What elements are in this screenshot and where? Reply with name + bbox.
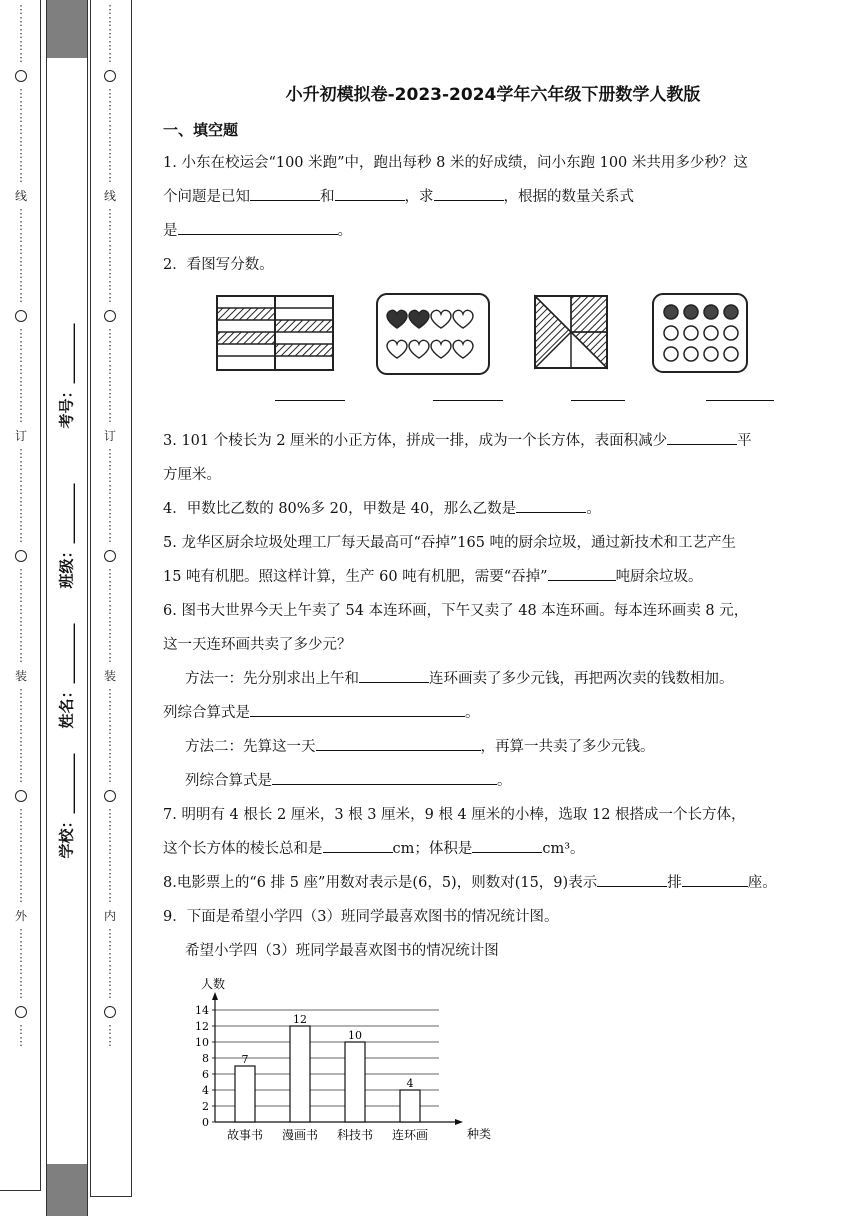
q6-text: 方法二：先算这一天: [185, 739, 316, 755]
y-tick-label: 12: [195, 1020, 209, 1033]
answer-blank[interactable]: [272, 766, 497, 785]
triangles-square-figure: [533, 294, 609, 370]
answer-blank[interactable]: [571, 400, 625, 401]
q8-text: 8.电影票上的“6 排 5 座”用数对表示是(6，5)，则数对(15，9)表示: [163, 875, 598, 891]
bar-value-label: 12: [293, 1013, 307, 1026]
binding-char-order: 订: [103, 429, 116, 443]
school-field[interactable]: 学校：________: [57, 753, 76, 859]
y-tick-label: 0: [202, 1116, 209, 1129]
q3-text: 平: [737, 433, 752, 449]
q5-text: 5. 龙华区厨余垃圾处理工厂每天最高可“吞掉”165 吨的厨余垃圾，通过新技术和工艺产生: [163, 535, 737, 551]
q2-text: 2．看图写分数。: [163, 257, 274, 273]
x-axis-title: 种类: [467, 1127, 492, 1141]
x-tick-label: 故事书: [226, 1128, 264, 1142]
bar-value-label: 7: [241, 1053, 249, 1066]
q4-text: 。: [586, 501, 601, 517]
circle-icon: [104, 550, 116, 562]
class-field[interactable]: 班级：________: [57, 483, 76, 589]
y-tick-label: 4: [202, 1084, 209, 1097]
y-tick-label: 8: [202, 1052, 209, 1065]
question-8: [163, 866, 793, 900]
q7-text: 这个长方体的棱长总和是: [163, 841, 323, 857]
bar: [235, 1066, 255, 1122]
q6-text: 列综合算式是: [185, 773, 272, 789]
q6-text: 连环画卖了多少元钱，再把两次卖的钱数相加。: [429, 671, 734, 687]
exam-content: [163, 80, 793, 1168]
circle-icon: [104, 70, 116, 82]
inner-dot-column: ⋮ ⋮ ⋮ ⋮ ⋮ ⋮ ⋮ ⋮ ⋮ ⋮ ⋮ ⋮ ⋮ 线 ⋮ ⋮ ⋮ ⋮ ⋮ ⋮ ⋮ ⋮ ⋮ ⋮ ⋮ ⋮ ⋮ ⋮ ⋮ ⋮ 订 ⋮ ⋮ ⋮ ⋮ ⋮ ⋮ ⋮ ⋮ ⋮ ⋮ ⋮ ⋮ ⋮ ⋮ ⋮ ⋮ 装 ⋮ ⋮ ⋮ ⋮ ⋮ ⋮ ⋮ ⋮ ⋮ ⋮ ⋮ ⋮ ⋮ ⋮ ⋮ ⋮ 内 ⋮ ⋮ ⋮ ⋮ ⋮ ⋮ ⋮ ⋮: [101, 0, 119, 1216]
answer-blank[interactable]: [275, 400, 345, 401]
bar-value-label: 4: [406, 1077, 414, 1090]
q1-text: ，根据的数量关系式: [503, 189, 634, 205]
fraction-figures: [163, 288, 793, 416]
q7-text: cm；体积是: [392, 841, 473, 857]
y-tick-label: 6: [202, 1068, 209, 1081]
binding-char-bind: 装: [103, 669, 116, 683]
question-5: [163, 526, 793, 594]
circle-icon: [15, 790, 27, 802]
q1-text: 是: [163, 223, 178, 239]
answer-blank[interactable]: [682, 868, 748, 887]
q6-text: 列综合算式是: [163, 705, 250, 721]
answer-blank[interactable]: [359, 664, 429, 683]
q1-line1: 1. 小东在校运会“100 米跑”中，跑出每秒 8 米的好成绩，问小东跑 100 米共用多少秒？这: [163, 155, 748, 171]
chart-caption: 希望小学四（3）班同学最喜欢图书的情况统计图: [185, 943, 499, 959]
y-axis-arrow: [212, 992, 218, 1000]
answer-blank[interactable]: [335, 182, 405, 201]
circle-icon: [15, 1006, 27, 1018]
question-4: [163, 492, 793, 526]
answer-blank[interactable]: [597, 868, 667, 887]
y-axis-title: 人数: [201, 977, 226, 991]
exam-number-field[interactable]: 考号：________: [57, 323, 76, 429]
q9-text: 9．下面是希望小学四（3）班同学最喜欢图书的情况统计图。: [163, 909, 559, 925]
binding-char-inner: 内: [103, 909, 116, 923]
binding-char-line: 线: [14, 189, 27, 203]
section-heading: 一、填空题: [163, 121, 239, 139]
x-tick-label: 科技书: [336, 1128, 374, 1142]
q1-text: 。: [337, 223, 352, 239]
binding-margin: [0, 0, 140, 1216]
bar: [290, 1026, 310, 1122]
answer-blank[interactable]: [433, 400, 503, 401]
bar: [345, 1042, 365, 1122]
circle-icon: [15, 70, 27, 82]
circle-icon: [104, 310, 116, 322]
y-tick-label: 10: [195, 1036, 209, 1049]
q6-text: 这一天连环画共卖了多少元？: [163, 637, 352, 653]
page-title: 小升初模拟卷-2023-2024学年六年级下册数学人教版: [285, 85, 701, 105]
outer-dot-column: ⋮ ⋮ ⋮ ⋮ ⋮ ⋮ ⋮ ⋮ ⋮ ⋮ ⋮ ⋮ ⋮ 线 ⋮ ⋮ ⋮ ⋮ ⋮ ⋮ ⋮ ⋮ ⋮ ⋮ ⋮ ⋮ ⋮ ⋮ ⋮ ⋮ 订 ⋮ ⋮ ⋮ ⋮ ⋮ ⋮ ⋮ ⋮ ⋮ ⋮ ⋮ ⋮ ⋮ ⋮ ⋮ ⋮ 装 ⋮ ⋮ ⋮ ⋮ ⋮ ⋮ ⋮ ⋮ ⋮ ⋮ ⋮ ⋮ ⋮ ⋮ ⋮ ⋮ 外 ⋮ ⋮ ⋮ ⋮ ⋮ ⋮ ⋮ ⋮: [12, 0, 30, 1216]
q5-text: 15 吨有机肥。照这样计算，生产 60 吨有机肥，需要“吞掉”: [163, 569, 548, 585]
answer-blank[interactable]: [706, 400, 774, 401]
y-tick-label: 14: [195, 1004, 209, 1017]
question-2: [163, 248, 793, 416]
bar-chart-svg: [163, 968, 493, 1168]
student-info-fields: [48, 0, 84, 1216]
q8-text: 排: [667, 875, 682, 891]
q1-text: 和: [320, 189, 335, 205]
q7-text: 7. 明明有 4 根长 2 厘米，3 根 3 厘米，9 根 4 厘米的小棒，选取 12 根搭成一个长方体，: [163, 807, 746, 823]
q6-text: ，再算一共卖了多少元钱。: [480, 739, 655, 755]
answer-blank[interactable]: [434, 182, 504, 201]
answer-blank[interactable]: [667, 426, 737, 445]
bar-chart: [163, 968, 793, 1168]
striped-rectangle-figure: [215, 294, 335, 374]
circle-icon: [104, 790, 116, 802]
binding-char-line: 线: [103, 189, 116, 203]
question-3: [163, 424, 793, 492]
y-tick-label: 2: [202, 1100, 209, 1113]
question-6: [163, 594, 793, 798]
answer-blank[interactable]: [516, 494, 586, 513]
q6-text: 方法一：先分别求出上午和: [185, 671, 359, 687]
question-1: [163, 146, 793, 248]
q6-text: 。: [465, 705, 480, 721]
q8-text: 座。: [747, 875, 777, 891]
q3-text: 3. 101 个棱长为 2 厘米的小正方体，拼成一排，成为一个长方体，表面积减少: [163, 433, 668, 449]
binding-char-bind: 装: [14, 669, 27, 683]
q1-text: ，求: [404, 189, 434, 205]
answer-blank[interactable]: [316, 732, 481, 751]
circle-icon: [15, 550, 27, 562]
binding-char-order: 订: [14, 429, 27, 443]
answer-blank[interactable]: [250, 698, 465, 717]
q6-text: 6. 图书大世界今天上午卖了 54 本连环画，下午又卖了 48 本连环画。每本连环画卖 8 元，: [163, 603, 749, 619]
q7-text: cm³。: [542, 841, 585, 857]
answer-blank[interactable]: [178, 216, 338, 235]
x-axis-arrow: [455, 1119, 463, 1125]
q4-text: 4．甲数比乙数的 80%多 20，甲数是 40，那么乙数是: [163, 501, 517, 517]
question-9: [163, 900, 793, 1168]
circle-icon: [15, 310, 27, 322]
name-field[interactable]: 姓名：________: [57, 623, 76, 729]
answer-blank[interactable]: [323, 834, 393, 853]
question-7: [163, 798, 793, 866]
q5-text: 吨厨余垃圾。: [615, 569, 703, 585]
binding-char-outer: 外: [14, 909, 27, 923]
bar: [400, 1090, 420, 1122]
q1-text: 个问题是已知: [163, 189, 250, 205]
q6-text: 。: [497, 773, 512, 789]
hearts-figure: [375, 292, 491, 376]
answer-blank[interactable]: [548, 562, 616, 581]
bar-value-label: 10: [348, 1029, 362, 1042]
q3-text: 方厘米。: [163, 467, 221, 483]
circles-figure: [651, 292, 749, 374]
x-tick-label: 连环画: [391, 1128, 429, 1142]
x-tick-label: 漫画书: [281, 1128, 319, 1142]
answer-blank[interactable]: [472, 834, 542, 853]
answer-blank[interactable]: [250, 182, 320, 201]
circle-icon: [104, 1006, 116, 1018]
